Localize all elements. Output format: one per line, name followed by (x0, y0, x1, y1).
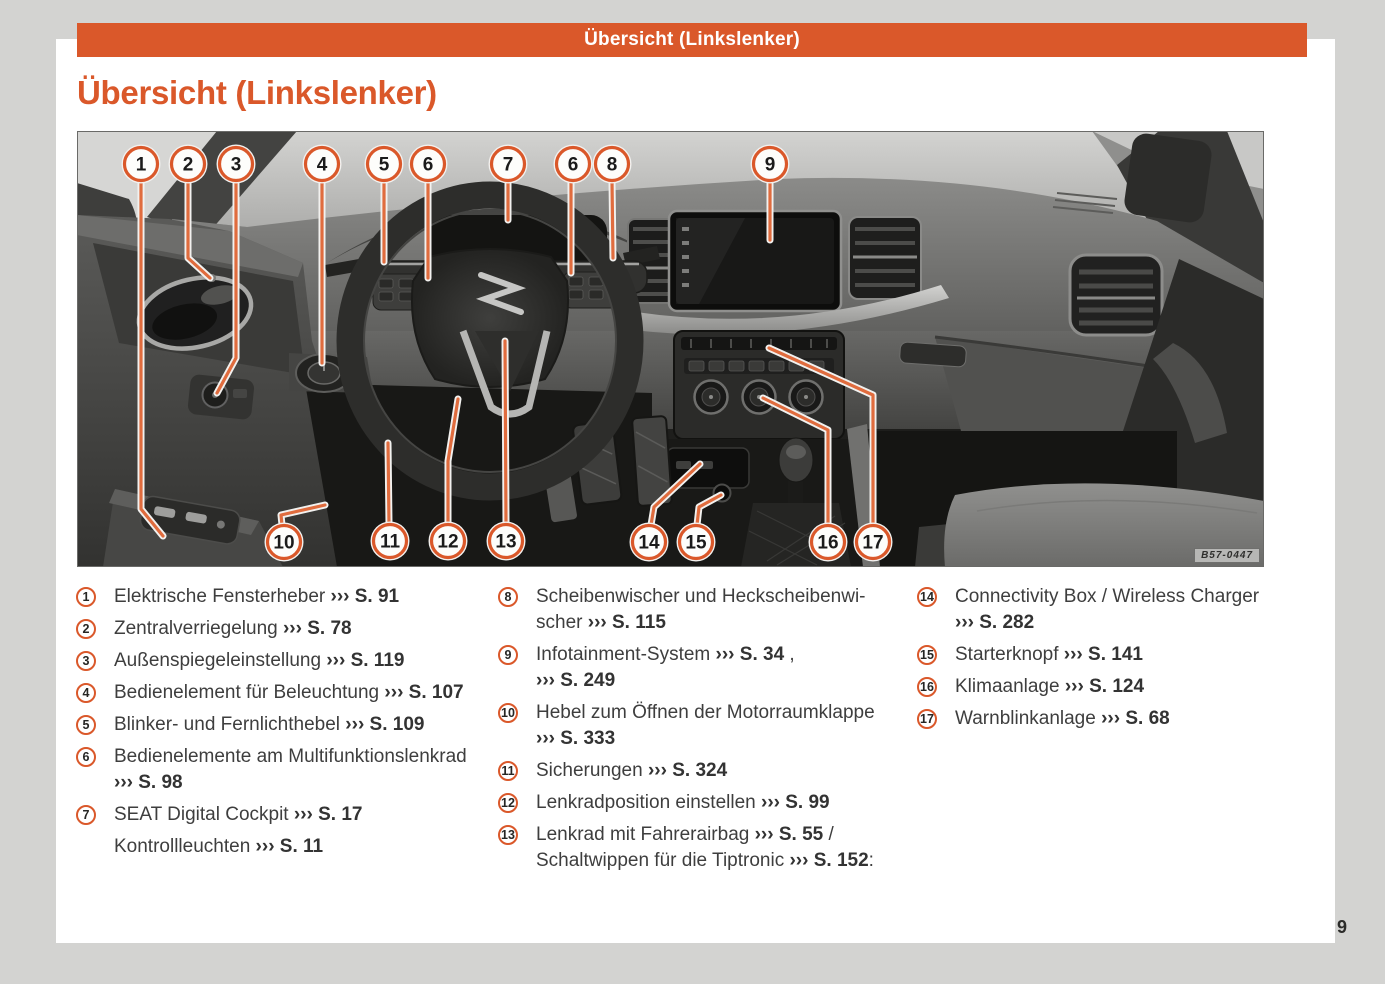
legend-item (498, 642, 917, 694)
svg-text:1: 1 (135, 154, 147, 176)
legend-item-number: 9 (498, 645, 518, 665)
page-ref-link[interactable]: ››› S. 98 (114, 772, 183, 793)
legend-column-3 (917, 584, 1307, 880)
legend-item-text (536, 758, 743, 784)
svg-text:17: 17 (862, 532, 884, 554)
legend-item-text (114, 712, 441, 738)
airbag-hub (412, 249, 568, 387)
legend-label: Elektrische Fensterheber (114, 586, 331, 607)
legend-label: Lenkradposition einstellen (536, 792, 761, 813)
legend-label: Starterknopf (955, 644, 1064, 665)
legend-item-number: 14 (917, 587, 937, 607)
page-ref-link[interactable]: ››› S. 249 (536, 670, 616, 691)
legend-label: Bedienelement für Beleuchtung (114, 682, 385, 703)
infotainment-screen (669, 211, 841, 311)
callout-7 (489, 145, 528, 184)
legend-item-text (955, 584, 1275, 636)
legend-item-text (536, 642, 811, 694)
page-ref-link[interactable]: ››› S. 324 (647, 760, 728, 781)
legend-label: Warnblinkanlage (955, 708, 1102, 729)
legend-item-number: 5 (76, 715, 96, 735)
legend-item-text (114, 680, 480, 706)
dashboard-figure (77, 131, 1264, 567)
legend-item (76, 648, 498, 674)
center-right-vent (849, 217, 921, 299)
right-air-vent (1070, 255, 1162, 335)
svg-text:8: 8 (606, 154, 618, 176)
legend-item-number: 13 (498, 825, 518, 845)
callout-17 (854, 523, 893, 562)
legend-item (498, 822, 917, 874)
legend-item-text (955, 674, 1160, 700)
callout-2 (169, 145, 208, 184)
legend-item (498, 700, 917, 752)
legend-item-text (955, 706, 1186, 732)
svg-text:11: 11 (379, 531, 401, 553)
callout-15 (677, 523, 716, 562)
svg-text:16: 16 (817, 532, 839, 554)
glovebox-handle (899, 342, 966, 368)
legend-item (76, 584, 498, 610)
svg-text:9: 9 (764, 154, 776, 176)
svg-text:3: 3 (230, 154, 242, 176)
page-ref-link[interactable]: ››› S. 115 (587, 612, 666, 633)
legend-column-2 (498, 584, 917, 880)
legend-item (498, 758, 917, 784)
callout-14 (630, 523, 669, 562)
legend-item-number: 7 (76, 805, 96, 825)
page-ref-link[interactable]: ››› S. 55 (754, 824, 824, 845)
svg-text:7: 7 (502, 154, 514, 176)
page-title: Übersicht (Linkslenker) (77, 74, 437, 111)
legend-label: Außenspiegeleinstellung (114, 650, 327, 671)
legend-label: / (823, 824, 834, 845)
svg-text:12: 12 (437, 531, 459, 553)
header-title: Übersicht (Linkslenker) (584, 29, 800, 50)
legend-item-text (536, 822, 890, 874)
legend-item (917, 674, 1307, 700)
legend-item (917, 642, 1307, 668)
svg-text:15: 15 (685, 532, 707, 554)
legend-item (498, 790, 917, 816)
legend-label: Connectivity Box / Wireless Charger (955, 586, 1260, 607)
legend-item-number: 2 (76, 619, 96, 639)
svg-text:10: 10 (273, 532, 295, 554)
page-ref-link[interactable]: ››› S. 99 (761, 792, 830, 813)
legend-item-text (114, 648, 420, 674)
legend-label: Bedienelemente am Multifunktionslenkrad (114, 746, 467, 767)
legend-label: Scheibenwischer und Heckscheibenwi- (536, 586, 866, 607)
callout-5 (365, 145, 404, 184)
page-ref-link[interactable]: ››› S. 11 (255, 836, 324, 857)
legend-label: Blinker- und Fernlichthebel (114, 714, 346, 735)
legend-item-text (955, 642, 1159, 668)
legend-column-1 (76, 584, 498, 880)
legend-label: Kontrollleuchten (114, 836, 256, 857)
legend-item-number: 16 (917, 677, 937, 697)
svg-text:5: 5 (378, 154, 390, 176)
legend-label: scher (536, 612, 588, 633)
callout-4 (303, 145, 342, 184)
legend-label: Sicherungen (536, 760, 648, 781)
legend-item (76, 616, 498, 642)
page-ref-link[interactable]: ››› S. 17 (293, 804, 363, 825)
legend-label: Hebel zum Öffnen der Motorraumklappe (536, 702, 875, 723)
legend-item-text (114, 616, 368, 642)
legend-item-number: 11 (498, 761, 518, 781)
page-ref-link[interactable]: ››› S. 282 (955, 612, 1035, 633)
header-bar (77, 23, 1307, 57)
legend-label: : (868, 850, 874, 871)
page-ref-link[interactable]: ››› S. 119 (326, 650, 405, 671)
legend-item (498, 584, 917, 636)
callout-3 (217, 145, 256, 184)
legend-item-text (114, 802, 379, 828)
page-ref-link[interactable]: ››› S. 124 (1064, 676, 1145, 697)
legend-item (917, 706, 1307, 732)
svg-text:2: 2 (182, 154, 194, 176)
rearview-mirror (1123, 132, 1214, 224)
legend-item-text (114, 834, 339, 860)
legend-item-text (536, 700, 891, 752)
legend-item-number: 4 (76, 683, 96, 703)
callout-6 (409, 145, 448, 184)
legend-item-number: 12 (498, 793, 518, 813)
page-ref-link[interactable]: ››› S. 34 (715, 644, 785, 665)
svg-text:4: 4 (316, 154, 328, 176)
page-ref-link[interactable]: ››› S. 333 (536, 728, 616, 749)
legend-item (76, 744, 498, 796)
callout-9 (751, 145, 790, 184)
figure-code-label: B57-0447 (1194, 548, 1260, 563)
page-ref-link[interactable]: ››› S. 68 (1101, 708, 1170, 729)
legend-item-number: 8 (498, 587, 518, 607)
legend-item-number: 6 (76, 747, 96, 767)
callout-10 (265, 523, 304, 562)
page-ref-link[interactable]: ››› S. 109 (345, 714, 425, 735)
callout-13 (487, 522, 526, 561)
callout-8 (593, 145, 632, 184)
callout-1 (122, 145, 161, 184)
page-ref-link[interactable]: ››› S. 78 (282, 618, 352, 639)
legend-item-number: 3 (76, 651, 96, 671)
callout-12 (429, 522, 468, 561)
legend-label: Klimaanlage (955, 676, 1065, 697)
page-ref-link[interactable]: ››› S. 107 (384, 682, 464, 703)
legend-item (917, 584, 1307, 636)
legend-item-number: 17 (917, 709, 937, 729)
callout-6 (554, 145, 593, 184)
page-ref-link[interactable]: ››› S. 152 (789, 850, 869, 871)
legend-item-number: 10 (498, 703, 518, 723)
page-number: 9 (1337, 917, 1348, 937)
legend (76, 584, 1307, 880)
legend-item (76, 680, 498, 706)
dashboard-photo (77, 131, 1264, 567)
legend-label: SEAT Digital Cockpit (114, 804, 294, 825)
svg-text:6: 6 (567, 154, 579, 176)
legend-label: Infotainment-System (536, 644, 716, 665)
callout-16 (809, 523, 848, 562)
legend-item-text (536, 584, 882, 636)
svg-text:13: 13 (495, 531, 517, 553)
legend-item-text (536, 790, 846, 816)
legend-item (76, 834, 498, 860)
svg-text:6: 6 (422, 154, 434, 176)
legend-label: , (784, 644, 795, 665)
page-ref-link[interactable]: ››› S. 141 (1063, 644, 1143, 665)
legend-item-text (114, 744, 483, 796)
svg-text:14: 14 (638, 532, 660, 554)
legend-item (76, 712, 498, 738)
legend-item-number: 1 (76, 587, 96, 607)
legend-item-text (114, 584, 415, 610)
callout-11 (371, 522, 410, 561)
legend-item-number: 15 (917, 645, 937, 665)
page-ref-link[interactable]: ››› S. 91 (330, 586, 400, 607)
legend-label: Lenkrad mit Fahrerairbag (536, 824, 755, 845)
legend-label: Schaltwippen für die Tiptronic (536, 850, 790, 871)
legend-label: Zentralverriegelung (114, 618, 283, 639)
legend-item (76, 802, 498, 828)
